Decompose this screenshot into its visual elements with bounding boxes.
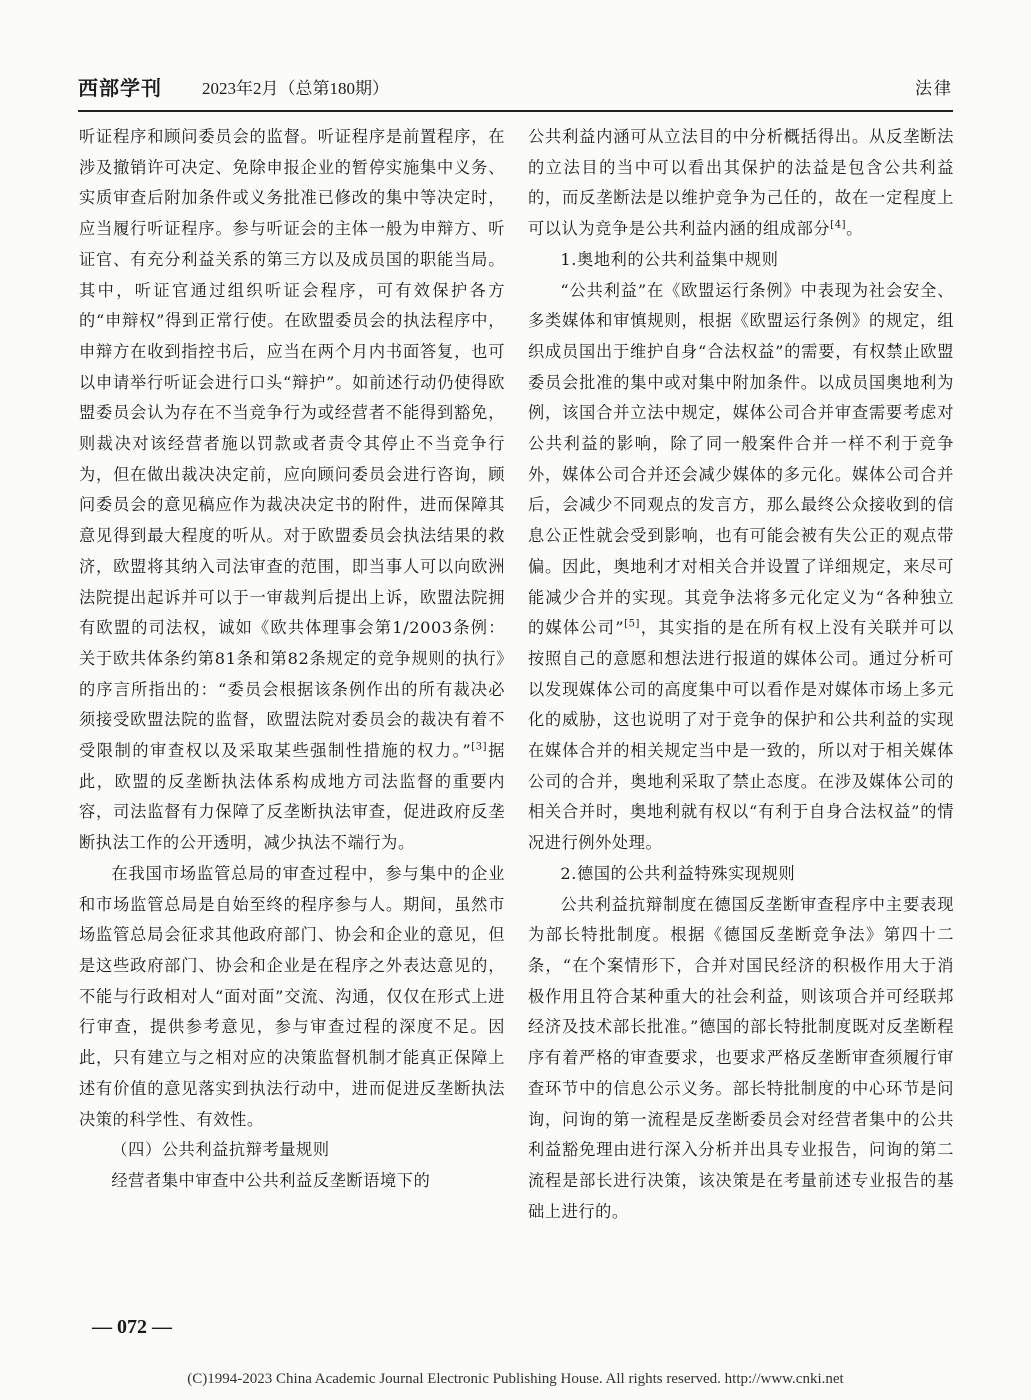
paragraph: 经营者集中审查中公共利益反垄断语境下的	[111, 1170, 431, 1190]
right-column	[528, 122, 954, 1227]
issue-info: 2023年2月（总第180期）	[202, 79, 389, 98]
subsection-heading: 2.德国的公共利益特殊实现规则	[560, 863, 796, 883]
left-column	[79, 122, 505, 1197]
section-heading: （四）公共利益抗辩考量规则	[111, 1140, 330, 1160]
paragraph: 在我国市场监管总局的审查过程中，参与集中的企业和市场监管总局是自始至终的程序参与人。期间，虽然市场监管总局会征求其他政府部门、协会和企业的意见，但是这些政府部门、协会和企业是在程序之外表达意见的，不能与行政相对人“面对面”交流、沟通，仅仅在形式上进行审查，提供参考意见，参与审查过程的深度不足。因此，只有建立与之相对应的决策监督机制才能真正保障上述有价值的意见落实到执法行动中，进而促进反垄断执法决策的科学性、有效性。	[79, 863, 505, 1129]
copyright-line: (C)1994-2023 China Academic Journal Electronic Publishing House. All rights reserved. http://www.cnki.net	[187, 1371, 844, 1387]
subsection-heading: 1.奥地利的公共利益集中规则	[560, 249, 779, 269]
paragraph: 听证程序和顾问委员会的监督。听证程序是前置程序，在涉及撤销许可决定、免除申报企业的暂停实施集中义务、实质审查后附加条件或义务批准已修改的集中等决定时，应当履行听证程序。参与听证会的主体一般为申辩方、听证官、有充分利益关系的第三方以及成员国的职能当局。其中，听证官通过组织听证会程序，可有效保护各方的“申辩权”得到正常行使。在欧盟委员会的执法程序中，申辩方在收到指控书后，应当在两个月内书面答复，也可以申请举行听证会进行口头“辩护”。如前述行动仍使得欧盟委员会认为存在不当竞争行为或经营者不能得到豁免，则裁决对该经营者施以罚款或者责令其停止不当竞争行为，但在做出裁决决定前，应向顾问委员会进行咨询，顾问委员会的意见稿应作为裁决决定书的附件，进而保障其意见得到最大程度的听从。对于欧盟委员会执法结果的救济，欧盟将其纳入司法审查的范围，即当事人可以向欧洲法院提出起诉并可以于一审裁判后提出上诉，欧盟法院拥有欧盟的司法权，诚如《欧共体理事会第1/2003条例：关于欧共体条约第81条和第82条规定的竞争规则的执行》的序言所指出的：“委员会根据该条例作出的所有裁决必须接受欧盟法院的监督，欧盟法院对委员会的裁决有着不受限制的审查权以及采取某些强制性措施的权力。”[3]据此，欧盟的反垄断执法体系构成地方司法监督的重要内容，司法监督有力保障了反垄断执法审查，促进政府反垄断执法工作的公开透明，减少执法不端行为。	[79, 127, 505, 853]
paragraph: 公共利益内涵可从立法目的中分析概括得出。从反垄断法的立法目的当中可以看出其保护的法益是包含公共利益的，而反垄断法是以维护竞争为己任的，故在一定程度上可以认为竞争是公共利益内涵的组成部分[4]。	[528, 127, 954, 239]
paragraph: “公共利益”在《欧盟运行条例》中表现为社会安全、多类媒体和审慎规则，根据《欧盟运行条例》的规定，组织成员国出于维护自身“合法权益”的需要，有权禁止欧盟委员会批准的集中或对集中附加条件。以成员国奥地利为例，该国合并立法中规定，媒体公司合并审查需要考虑对公共利益的影响，除了同一般案件合并一样不利于竞争外，媒体公司合并还会减少媒体的多元化。媒体公司合并后，会减少不同观点的发言方，那么最终公众接收到的信息公正性就会受到影响，也有可能会被有失公正的观点带偏。因此，奥地利才对相关合并设置了详细规定，来尽可能减少合并的实现。其竞争法将多元化定义为“各种独立的媒体公司”[5]，其实指的是在所有权上没有关联并可以按照自己的意愿和想法进行报道的媒体公司。通过分析可以发现媒体公司的高度集中可以看作是对媒体市场上多元化的威胁，这也说明了对于竞争的保护和公共利益的实现在媒体合并的相关规定当中是一致的，所以对于相关媒体公司的合并，奥地利采取了禁止态度。在涉及媒体公司的相关合并时，奥地利就有权以“有利于自身合法权益”的情况进行例外处理。	[528, 280, 954, 853]
page-number: — 072 —	[92, 1316, 172, 1338]
journal-name: 西部学刊	[78, 76, 162, 100]
page-header	[78, 70, 953, 112]
section-name: 法律	[915, 79, 953, 99]
paragraph: 公共利益抗辩制度在德国反垄断审查程序中主要表现为部长特批制度。根据《德国反垄断竞争法》第四十二条，“在个案情形下，合并对国民经济的积极作用大于消极作用且符合某种重大的社会利益，则该项合并可经联邦经济及技术部长批准。”德国的部长特批制度既对反垄断程序有着严格的审查要求，也要求严格反垄断审查须履行审查环节中的信息公示义务。部长特批制度的中心环节是问询，问询的第一流程是反垄断委员会对经营者集中的公共利益豁免理由进行深入分析并出具专业报告，问询的第二流程是部长进行决策，该决策是在考量前述专业报告的基础上进行的。	[528, 894, 954, 1221]
